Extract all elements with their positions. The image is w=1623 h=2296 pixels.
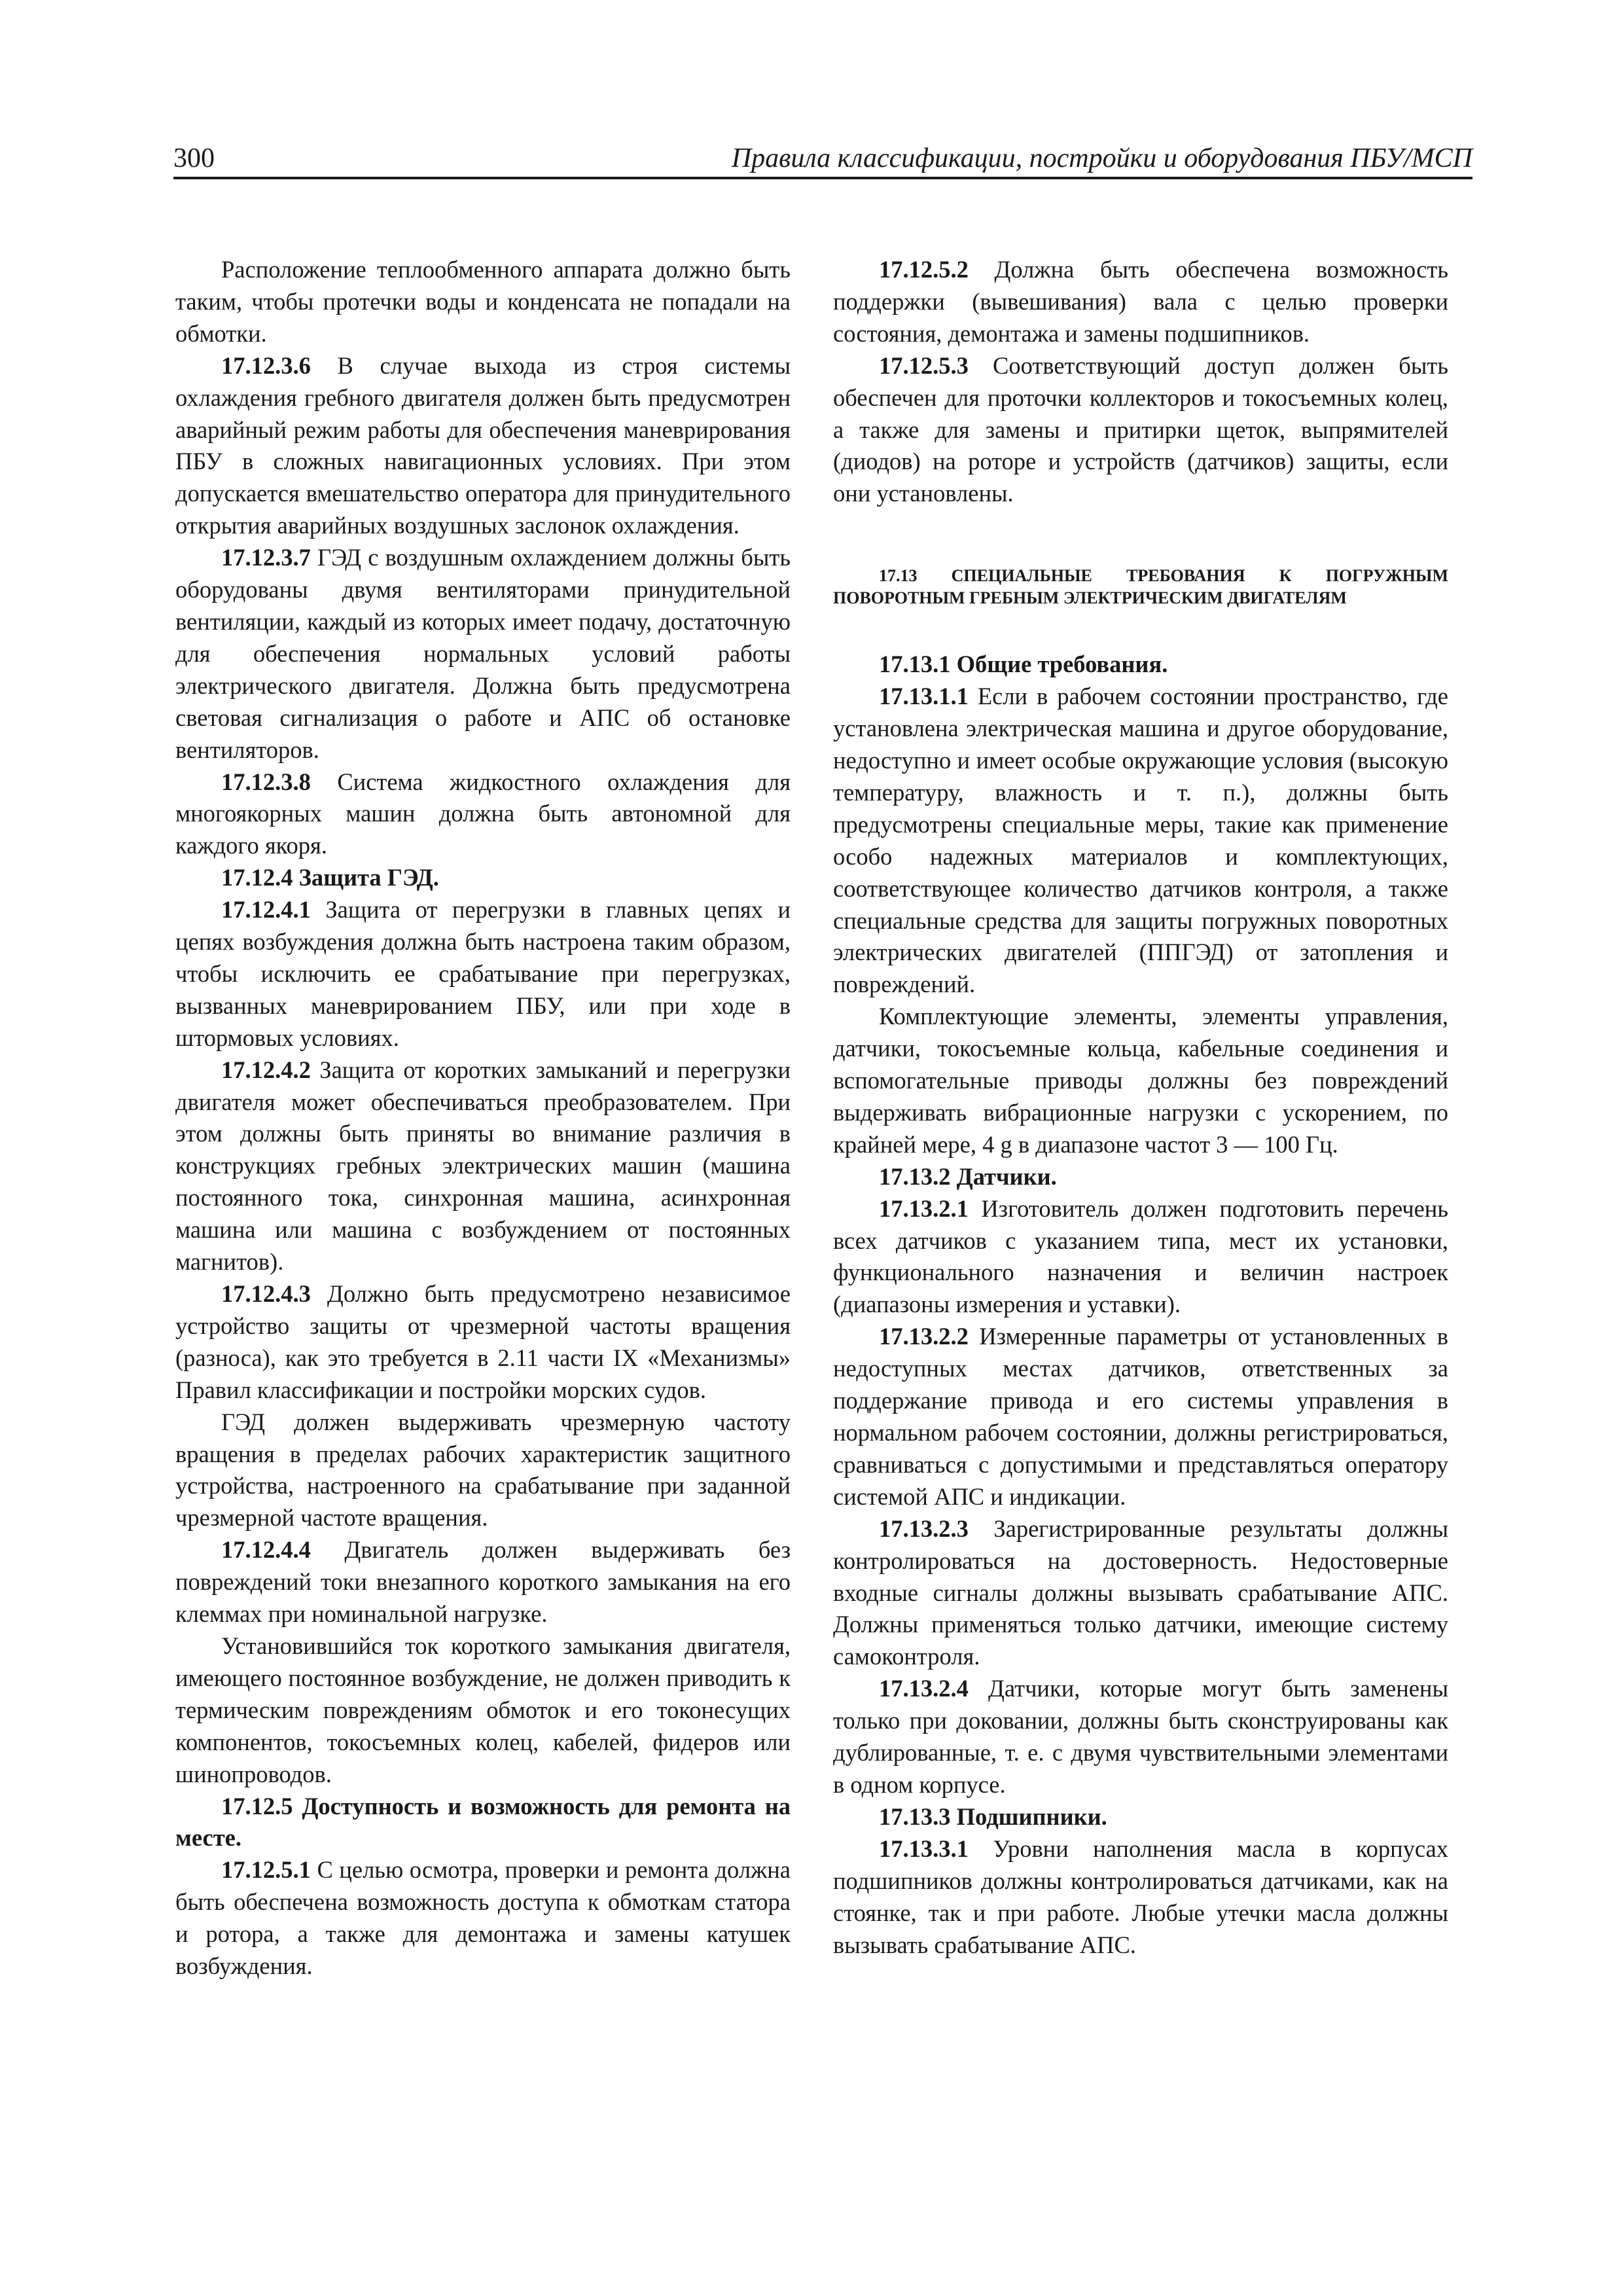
paragraph-number: 17.13.2.1 — [879, 1194, 969, 1222]
paragraph-text: С целью осмотра, проверки и ремонта должна быть обеспечена возможность доступа к обмоткам статора и ротора, а также для демонтажа и замены катушек возбуждения. — [175, 1856, 791, 1980]
paragraph-number: 17.13.1 Общие требования. — [879, 651, 1168, 678]
paragraph — [175, 862, 791, 894]
paragraph-text: Защита от коротких замыканий и перегрузки двигателя может обеспечиваться преобразователем. При этом должны быть приняты во внимание различия в конструкциях гребных электрических машин (машина постоянного тока, синхронная машина, асинхронная машина или машина с возбуждением от постоянных магнитов). — [175, 1056, 791, 1276]
paragraph — [833, 350, 1448, 511]
paragraph-number: 17.13.3 Подшипники. — [879, 1803, 1107, 1830]
paragraph — [833, 649, 1448, 681]
paragraph — [175, 542, 791, 766]
page-header — [173, 137, 1472, 178]
paragraph — [833, 1833, 1448, 1962]
paragraph-text: Измеренные параметры от установленных в недоступных местах датчиков, ответственных за поддержание привода и его системы управления в нормальном рабочем состоянии, должны регистрироваться, сравниваться с допустимыми и представляться оператору системой АПС и индикации. — [833, 1323, 1448, 1510]
paragraph-text: Уровни наполнения масла в корпусах подшипников должны контролироваться датчиками, как на стоянке, так и при работе. Любые утечки масла должны вызывать срабатывание АПС. — [833, 1835, 1448, 1958]
paragraph-number: 17.12.5.3 — [879, 351, 969, 379]
paragraph-text: Должно быть предусмотрено независимое устройство защиты от чрезмерной частоты вращения (разноса), как это требуется в 2.11 части IX «Механизмы» Правил классификации и постройки морских судов. — [175, 1280, 791, 1403]
right-column-bottom — [833, 649, 1448, 1961]
paragraph-text: ГЭД с воздушным охлаждением должны быть оборудованы двумя вентиляторами принудительной вентиляции, каждый из которых имеет подачу, достаточную для обеспечения нормальных условий работы электрического двигателя. Должна быть предусмотрена световая сигнализация о работе и АПС об остановке вентиляторов. — [175, 544, 791, 763]
paragraph-text: ГЭД должен выдерживать чрезмерную частоту вращения в пределах рабочих характеристик защитного устройства, настроенного на срабатывание при заданной чрезмерной частоте вращения. — [175, 1408, 791, 1532]
paragraph — [175, 254, 791, 350]
paragraph-number: 17.12.5.2 — [879, 256, 969, 283]
left-column — [175, 254, 791, 1982]
paragraph-text: Должна быть обеспечена возможность поддержки (вывешивания) вала с целью проверки состояния, демонтажа и замены подшипников. — [833, 256, 1448, 347]
paragraph-number: 17.12.5.1 — [221, 1856, 311, 1884]
paragraph-text: Зарегистрированные результаты должны контролироваться на достоверность. Недостоверные входные сигналы должны вызывать срабатывание АПС. Должны применяться только датчики, имеющие систему самоконтроля. — [833, 1515, 1448, 1670]
paragraph — [833, 681, 1448, 1001]
paragraph — [175, 1854, 791, 1982]
paragraph-number: 17.12.4.2 — [221, 1056, 311, 1083]
paragraph — [175, 894, 791, 1054]
right-column-top — [833, 254, 1448, 510]
paragraph-number: 17.12.4.3 — [221, 1280, 311, 1307]
paragraph — [833, 254, 1448, 350]
paragraph-number: 17.12.3.8 — [221, 768, 311, 795]
paragraph-text: Изготовитель должен подготовить перечень всех датчиков с указанием типа, мест их установки, функционального назначения и величин настроек (диапазоны измерения и уставки). — [833, 1194, 1448, 1318]
paragraph-text: Датчики, которые могут быть заменены только при доковании, должны быть сконструированы как дублированные, т. е. с двумя чувствительными элементами в одном корпусе. — [833, 1675, 1448, 1798]
paragraph-number: 17.13.2 Датчики. — [879, 1162, 1057, 1190]
paragraph-number: 17.12.4.4 — [221, 1536, 311, 1564]
paragraph — [833, 1673, 1448, 1801]
paragraph — [833, 1321, 1448, 1513]
right-column — [833, 254, 1448, 1961]
paragraph-number: 17.12.4 Защита ГЭД. — [221, 864, 439, 891]
paragraph — [833, 1161, 1448, 1193]
paragraph — [175, 1791, 791, 1855]
paragraph — [175, 1054, 791, 1278]
paragraph-number: 17.13.3.1 — [879, 1835, 969, 1862]
paragraph — [175, 1630, 791, 1791]
paragraph-number: 17.13.2.2 — [879, 1323, 969, 1350]
paragraph-text: Соответствующий доступ должен быть обеспечен для проточки коллекторов и токосъемных колец, а также для замены и притирки щеток, выпрямителей (диодов) на роторе и устройств (датчиков) защиты, если они установлены. — [833, 351, 1448, 507]
paragraph-text: В случае выхода из строя системы охлаждения гребного двигателя должен быть предусмотрен аварийный режим работы для обеспечения маневрирования ПБУ в сложных навигационных условиях. При этом допускается вмешательство оператора для принудительного открытия аварийных воздушных заслонок охлаждения. — [175, 351, 791, 539]
paragraph — [833, 1193, 1448, 1321]
paragraph — [175, 350, 791, 542]
paragraph-number: 17.12.5 Доступность и возможность для ремонта на месте. — [175, 1792, 791, 1852]
paragraph — [175, 1407, 791, 1535]
paragraph — [175, 1534, 791, 1630]
paragraph-number: 17.12.4.1 — [221, 896, 311, 924]
paragraph-number: 17.12.3.7 — [221, 544, 311, 571]
page-number: 300 — [173, 143, 215, 173]
paragraph-number: 17.13.2.3 — [879, 1515, 969, 1542]
paragraph-number: 17.12.3.6 — [221, 351, 311, 379]
paragraph — [175, 766, 791, 863]
paragraph — [833, 1801, 1448, 1833]
header-rule — [173, 177, 1472, 179]
paragraph-number: 17.13.2.4 — [879, 1675, 969, 1702]
paragraph — [175, 1278, 791, 1407]
paragraph-text: Комплектующие элементы, элементы управления, датчики, токосъемные кольца, кабельные соединения и вспомогательные приводы должны без повреждений выдерживать вибрационные нагрузки с ускорением, по крайней мере, 4 g в диапазоне частот 3 — 100 Гц. — [833, 1003, 1448, 1158]
section-title: 17.13 СПЕЦИАЛЬНЫЕ ТРЕБОВАНИЯ К ПОГРУЖНЫМ ПОВОРОТНЫМ ГРЕБНЫМ ЭЛЕКТРИЧЕСКИМ ДВИГАТЕЛЯМ — [833, 566, 1448, 608]
paragraph-text: Система жидкостного охлаждения для многоякорных машин должна быть автономной для каждого якоря. — [175, 768, 791, 859]
paragraph — [833, 1001, 1448, 1161]
paragraph — [833, 1513, 1448, 1674]
paragraph-text: Защита от перегрузки в главных цепях и цепях возбуждения должна быть настроена таким образом, чтобы исключить ее срабатывание при перегрузках, вызванных маневрированием ПБУ, или при ходе в штормовых условиях. — [175, 896, 791, 1051]
paragraph-text: Установившийся ток короткого замыкания двигателя, имеющего постоянное возбуждение, не должен приводить к термическим повреждениям обмоток и его токонесущих компонентов, токосъемных колец, кабелей, фидеров или шинопроводов. — [175, 1632, 791, 1787]
paragraph-text: Расположение теплообменного аппарата должно быть таким, чтобы протечки воды и конденсата не попадали на обмотки. — [175, 256, 791, 347]
paragraph-text: Двигатель должен выдерживать без повреждений токи внезапного короткого замыкания на его клеммах при номинальной нагрузке. — [175, 1536, 791, 1628]
running-title: Правила классификации, постройки и оборудования ПБУ/МСП — [731, 143, 1472, 173]
paragraph-number: 17.13.1.1 — [879, 683, 969, 710]
paragraph-text: Если в рабочем состоянии пространство, где установлена электрическая машина и другое оборудование, недоступно и имеет особые окружающие условия (высокую температуру, влажность и т. п.), должны быть предусмотрены специальные меры, такие как применение особо надежных материалов и комплектующих, соответствующее количество датчиков контроля, а также специальные средства для защиты погружных поворотных электрических двигателей (ППГЭД) от затопления и повреждений. — [833, 683, 1448, 998]
